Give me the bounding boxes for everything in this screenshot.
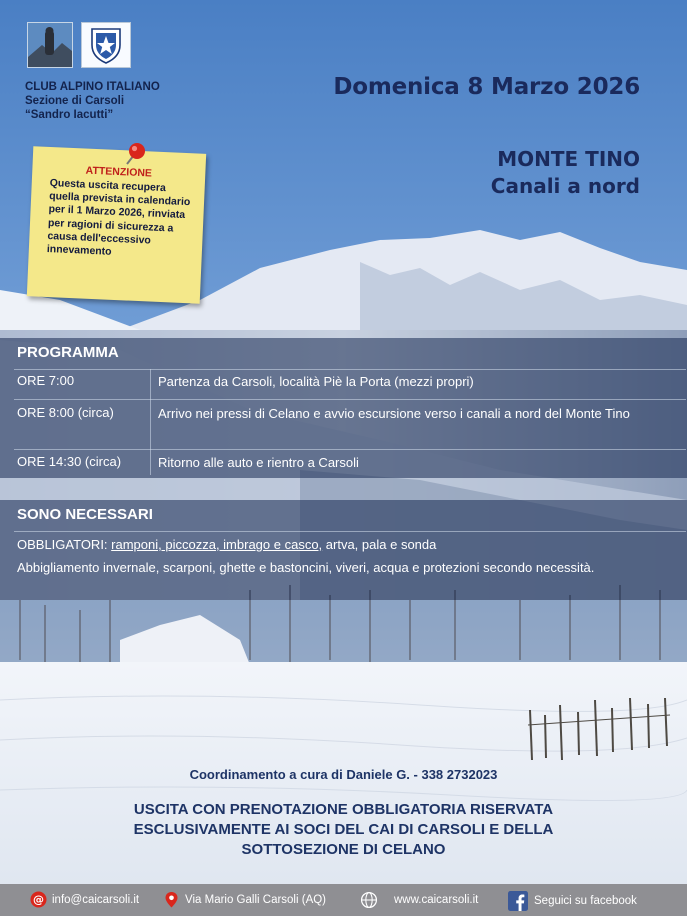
attention-heading: ATTENZIONE — [85, 164, 153, 180]
club-line-2: Sezione di Carsoli — [25, 95, 125, 107]
programma-heading: PROGRAMMA — [17, 344, 119, 361]
cai-emblem-logo — [81, 22, 131, 68]
footer-facebook[interactable] — [507, 891, 637, 911]
programma-time: ORE 7:00 — [17, 373, 75, 388]
event-date: Domenica 8 Marzo 2026 — [333, 74, 640, 100]
obbligatori-label: OBBLIGATORI: — [17, 537, 108, 552]
pushpin-icon — [117, 138, 151, 172]
club-photo-logo — [27, 22, 73, 68]
footer-website[interactable] — [358, 891, 478, 909]
footer-email[interactable] — [30, 891, 139, 908]
facebook-text: Seguici su facebook — [534, 895, 637, 907]
reservation-notice — [0, 800, 687, 860]
event-title-line-2: Canali a nord — [490, 174, 640, 198]
svg-text:@: @ — [33, 893, 44, 907]
obbligatori-line — [17, 536, 673, 554]
reservation-line-2: ESCLUSIVAMENTE AI SOCI DEL CAI DI CARSOLI E DELLA — [133, 821, 554, 838]
facebook-icon — [507, 891, 529, 911]
row-divider — [14, 531, 686, 532]
abbigliamento-text: Abbigliamento invernale, scarponi, ghette e bastoncini, viveri, acqua e protezioni secondo necessità. — [17, 560, 595, 575]
event-title-line-1: MONTE TINO — [497, 147, 640, 171]
row-divider — [14, 369, 686, 370]
row-divider — [14, 399, 686, 400]
event-title — [491, 146, 640, 200]
address-text: Via Mario Galli Carsoli (AQ) — [185, 893, 327, 906]
programma-text: Partenza da Carsoli, località Piè la Porta (mezzi propri) — [158, 374, 474, 389]
club-line-3: “Sandro Iacutti” — [25, 109, 114, 121]
row-divider — [14, 449, 686, 450]
obbligatori-rest: artva, pala e sonda — [325, 537, 437, 552]
reservation-line-3: SOTTOSEZIONE DI CELANO — [241, 841, 446, 858]
email-text: info@caicarsoli.it — [52, 893, 140, 906]
attention-text: Questa uscita recupera quella prevista in calendario per il 1 Marzo 2026, rinviata per ragioni di sicurezza a causa dell'eccessivo innevamento — [46, 177, 191, 258]
programma-text: Ritorno alle auto e rientro a Carsoli — [158, 455, 359, 470]
obbligatori-items: ramponi, piccozza, imbrago e casco, — [111, 537, 323, 552]
coordinamento-text: Coordinamento a cura di Daniele G. - 338 2732023 — [189, 767, 498, 782]
club-line-1: CLUB ALPINO ITALIANO — [25, 81, 160, 93]
club-name — [25, 80, 160, 122]
programma-time: ORE 8:00 (circa) — [17, 405, 114, 420]
necessari-heading: SONO NECESSARI — [17, 506, 153, 523]
map-pin-icon — [163, 891, 180, 908]
programma-text: Arrivo nei pressi di Celano e avvio escursione verso i canali a nord del Monte Tino — [158, 406, 630, 421]
at-icon — [30, 891, 47, 908]
website-text: www.caicarsoli.it — [394, 894, 479, 906]
globe-icon — [358, 891, 380, 909]
reservation-line-1: USCITA CON PRENOTAZIONE OBBLIGATORIA RISERVATA — [133, 801, 554, 818]
programma-time: ORE 14:30 (circa) — [17, 454, 122, 469]
footer-bar — [0, 884, 687, 916]
column-divider — [150, 369, 151, 475]
footer-address[interactable] — [163, 891, 326, 908]
